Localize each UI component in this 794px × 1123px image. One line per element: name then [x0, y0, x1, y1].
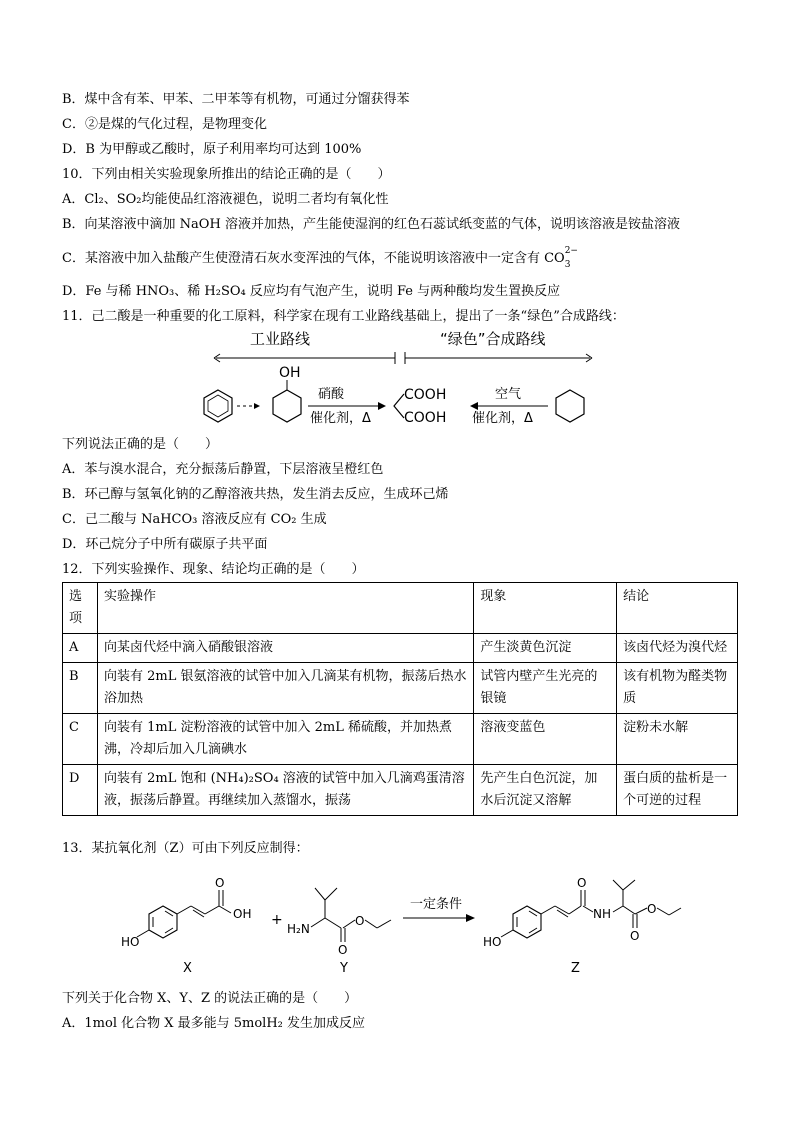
q13-stem: 13．某抗氧化剂（Z）可由下列反应制得： — [62, 841, 309, 856]
q10-option-d: D．Fe 与稀 HNO₃、稀 H₂SO₄ 反应均有气泡产生，说明 Fe 与两种酸均发生置换反应 — [62, 284, 561, 299]
q12-stem: 12．下列实验操作、现象、结论均正确的是（ ） — [62, 562, 365, 577]
row-option: D — [63, 765, 98, 816]
q11-option-a: A．苯与溴水混合，充分振荡后静置，下层溶液呈橙红色 — [62, 462, 384, 477]
table-row — [63, 765, 738, 816]
compound-x-label: X — [183, 961, 192, 976]
row-conclusion: 淀粉未水解 — [617, 714, 738, 765]
header-phenomenon: 现象 — [474, 583, 617, 634]
cooh-top: COOH — [404, 387, 447, 403]
q9-option-c: C．②是煤的气化过程，是物理变化 — [62, 117, 267, 132]
x-acid-oh: OH — [233, 907, 252, 921]
header-conclusion: 结论 — [617, 583, 738, 634]
z-ester-carbonyl-o: O — [630, 929, 640, 943]
row-phenomenon: 溶液变蓝色 — [474, 714, 617, 765]
q13-prompt: 下列关于化合物 X、Y、Z 的说法正确的是（ ） — [62, 991, 358, 1006]
row-operation: 向装有 1mL 淀粉溶液的试管中加入 2mL 稀硫酸，并加热煮沸，冷却后加入几滴碘水 — [97, 714, 473, 765]
q13-option-a: A．1mol 化合物 X 最多能与 5molH₂ 发生加成反应 — [62, 1016, 366, 1031]
reaction-condition: 一定条件 — [410, 897, 463, 912]
z-amide-o: O — [577, 876, 587, 890]
experiment-table — [62, 582, 738, 816]
q11-option-d: D．环己烷分子中所有碳原子共平面 — [62, 537, 268, 552]
dashed-arrow — [254, 403, 260, 409]
table-row — [63, 663, 738, 714]
row-operation: 向某卤代烃中滴入硝酸银溶液 — [97, 634, 473, 663]
x-carbonyl-o: O — [215, 876, 225, 890]
row-phenomenon: 试管内壁产生光亮的银镜 — [474, 663, 617, 714]
reagent-nitric-acid: 硝酸 — [318, 387, 345, 402]
row-operation: 向装有 2mL 饱和 (NH₄)₂SO₄ 溶液的试管中加入几滴鸡蛋清溶液，振荡后静置。再继续加入蒸馏水，振荡 — [97, 765, 473, 816]
cyclohexane-ring — [556, 390, 584, 422]
row-conclusion: 蛋白质的盐析是一个可逆的过程 — [617, 765, 738, 816]
q10-option-b: B．向某溶液中滴加 NaOH 溶液并加热，产生能使湿润的红色石蕊试纸变蓝的气体，说明该溶液是铵盐溶液 — [62, 217, 680, 232]
q11-option-c: C．己二酸与 NaHCO₃ 溶液反应有 CO₂ 生成 — [62, 512, 327, 527]
reaction-scheme-diagram — [115, 870, 695, 980]
cooh-bottom: COOH — [404, 410, 447, 426]
forward-arrow — [378, 402, 386, 410]
q11-prompt: 下列说法正确的是（ ） — [62, 437, 219, 452]
q9-option-d: D．B 为甲醇或乙酸时，原子利用率均可达到 100% — [62, 142, 362, 157]
x-hydroxyl-label: HO — [121, 935, 140, 949]
z-amide-nh: NH — [593, 907, 611, 921]
row-conclusion: 该卤代烃为溴代烃 — [617, 634, 738, 663]
row-option: B — [63, 663, 98, 714]
q10-stem: 10．下列由相关实验现象所推出的结论正确的是（ ） — [62, 167, 391, 182]
q11-option-b: B．环己醇与氢氧化钠的乙醇溶液共热，发生消去反应，生成环己烯 — [62, 487, 449, 502]
row-operation: 向装有 2mL 银氨溶液的试管中加入几滴某有机物，振荡后热水浴加热 — [97, 663, 473, 714]
table-row — [63, 634, 738, 663]
z-ester-o: O — [647, 902, 657, 916]
row-option: A — [63, 634, 98, 663]
y-amine-label: H₂N — [287, 922, 310, 936]
compound-y-label: Y — [340, 961, 348, 976]
reagent-catalyst-2: 催化剂，Δ — [472, 411, 533, 426]
hydroxyl-label: OH — [279, 365, 301, 381]
compound-z-label: Z — [571, 961, 580, 976]
z-hydroxyl-label: HO — [483, 935, 502, 949]
q11-stem: 11．己二酸是一种重要的化工原料，科学家在现有工业路线基础上，提出了一条“绿色”合成路线： — [62, 309, 625, 324]
reaction-arrow — [466, 914, 475, 922]
row-phenomenon: 先产生白色沉淀，加水后沉淀又溶解 — [474, 765, 617, 816]
backward-arrow — [470, 402, 478, 410]
green-route-label: “绿色”合成路线 — [440, 330, 546, 348]
q10-option-a: A．Cl₂、SO₂均能使品红溶液褪色，说明二者均有氧化性 — [62, 192, 389, 207]
row-option: C — [63, 714, 98, 765]
reagent-catalyst-1: 催化剂，Δ — [310, 411, 371, 426]
header-operation: 实验操作 — [97, 583, 473, 634]
y-carbonyl-o: O — [338, 943, 348, 957]
cyclohexanol-ring — [273, 390, 301, 422]
header-option: 选项 — [63, 583, 98, 634]
q9-option-b: B．煤中含有苯、甲苯、二甲苯等有机物，可通过分馏获得苯 — [62, 92, 410, 107]
synthesis-route-diagram — [190, 328, 600, 428]
industrial-route-label: 工业路线 — [250, 330, 311, 348]
table-row — [63, 714, 738, 765]
y-ester-o: O — [355, 914, 365, 928]
plus-sign: + — [271, 912, 283, 928]
reagent-air: 空气 — [495, 387, 522, 402]
row-phenomenon: 产生淡黄色沉淀 — [474, 634, 617, 663]
table-header-row — [63, 583, 738, 634]
row-conclusion: 该有机物为醛类物质 — [617, 663, 738, 714]
q10-option-c: C．某溶液中加入盐酸产生使澄清石灰水变浑浊的气体，不能说明该溶液中一定含有 CO 2− 3 — [62, 246, 578, 270]
